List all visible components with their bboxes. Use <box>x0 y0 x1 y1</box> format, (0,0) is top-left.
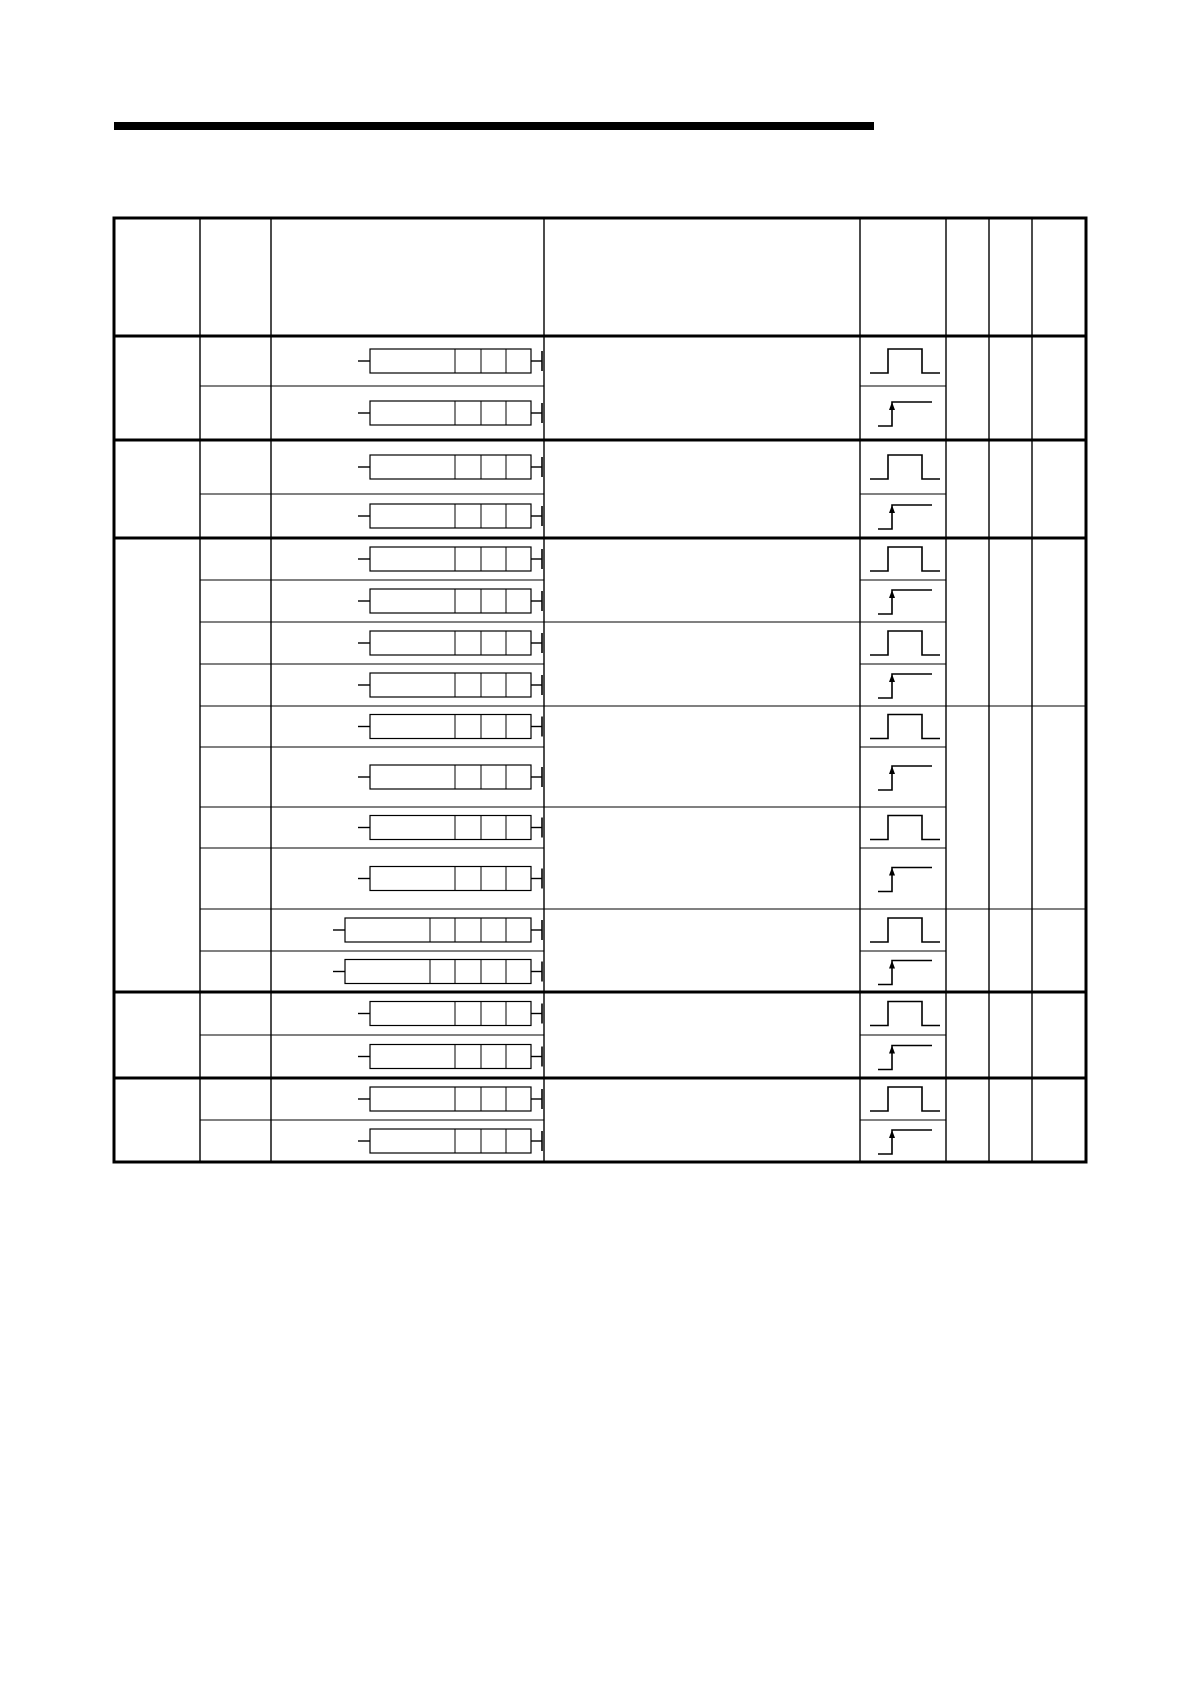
rising-edge-arrowhead <box>889 1130 895 1138</box>
pulse-icon <box>870 631 940 655</box>
pulse-icon <box>870 715 940 739</box>
rising-edge-icon <box>878 868 932 892</box>
pulse-icon <box>870 547 940 571</box>
rising-edge-arrowhead <box>889 674 895 682</box>
rising-edge-icon <box>878 402 932 426</box>
rising-edge-arrowhead <box>889 505 895 513</box>
ladder-instruction-box <box>370 504 531 528</box>
ladder-instruction-box <box>370 349 531 373</box>
rising-edge-arrowhead <box>889 590 895 598</box>
ladder-instruction-box <box>370 715 531 739</box>
rising-edge-icon <box>878 766 932 790</box>
ladder-instruction-box <box>370 867 531 891</box>
ladder-instruction-box <box>345 960 531 984</box>
ladder-instruction-box <box>370 589 531 613</box>
ladder-instruction-box <box>370 631 531 655</box>
pulse-icon <box>870 1087 940 1111</box>
table-frame <box>114 218 1086 1162</box>
rising-edge-icon <box>878 961 932 985</box>
rising-edge-arrowhead <box>889 868 895 876</box>
ladder-instruction-box <box>370 401 531 425</box>
rising-edge-icon <box>878 590 932 614</box>
rising-edge-arrowhead <box>889 402 895 410</box>
rising-edge-icon <box>878 1130 932 1154</box>
rising-edge-icon <box>878 505 932 529</box>
ladder-instruction-box <box>370 547 531 571</box>
pulse-icon <box>870 1002 940 1026</box>
rising-edge-icon <box>878 1046 932 1070</box>
rising-edge-arrowhead <box>889 961 895 969</box>
ladder-instruction-box <box>370 673 531 697</box>
pulse-icon <box>870 918 940 942</box>
pulse-icon <box>870 349 940 373</box>
ladder-instruction-box <box>370 1129 531 1153</box>
pulse-icon <box>870 816 940 840</box>
pulse-icon <box>870 455 940 479</box>
rising-edge-icon <box>878 674 932 698</box>
ladder-instruction-box <box>370 765 531 789</box>
ladder-instruction-box <box>370 1002 531 1026</box>
ladder-instruction-box <box>370 1045 531 1069</box>
rising-edge-arrowhead <box>889 766 895 774</box>
rising-edge-arrowhead <box>889 1046 895 1054</box>
ladder-instruction-box <box>370 455 531 479</box>
ladder-instruction-box <box>370 816 531 840</box>
ladder-instruction-box <box>370 1087 531 1111</box>
ladder-instruction-box <box>345 918 531 942</box>
